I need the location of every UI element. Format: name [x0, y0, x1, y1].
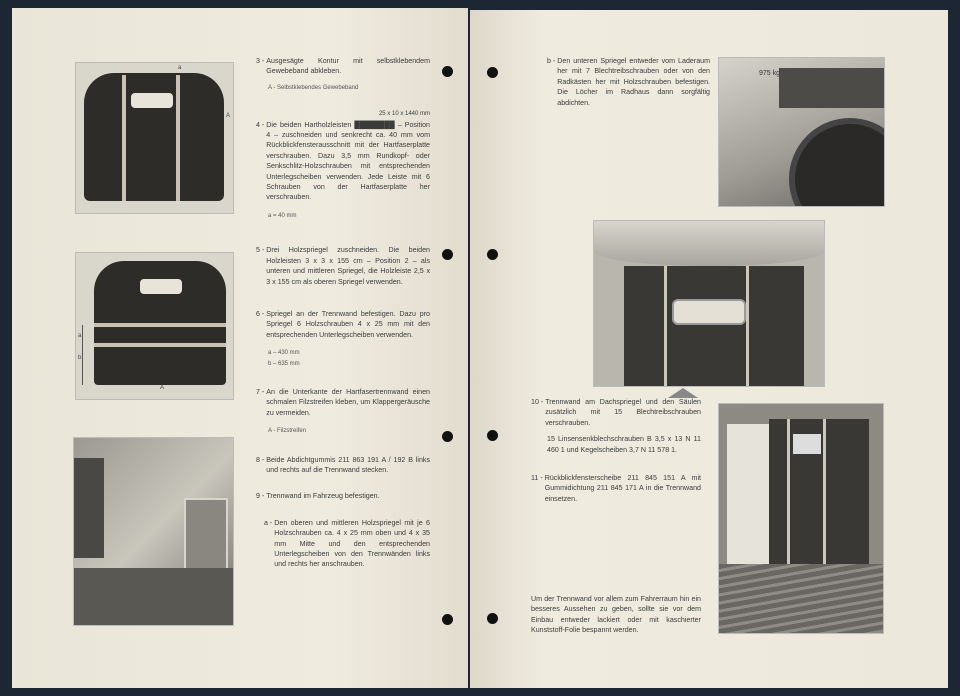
left-instructions: [256, 56, 430, 570]
binder-hole: [442, 614, 453, 625]
step-9: 9 - Trennwand im Fahrzeug befestigen.: [256, 492, 380, 501]
figure-partition-with-braces: [75, 252, 234, 400]
step-9a: a - Den oberen und mittleren Holzspriegel mit je 6 Holzschrauben ca. 4 x 25 mm oben und 4 x 35 mm Mitte und den entsprechenden Unterlegscheiben von den Trennwänden links und rechts her anschrauben.: [264, 518, 430, 569]
closing-paragraph: Um der Trennwand vor allem zum Fahrerraum hin ein besseres Aussehen zu geben, sollte sie vor dem Einbau entweder lackiert oder mit kaschierter Kunststoff-Folie bespannt werden.: [531, 595, 701, 635]
right-instructions-b: [547, 56, 710, 108]
figure-label: A: [160, 385, 165, 391]
step-11: 11 - Rückblickfensterscheibe 211 845 151 A mit Gummidichtung 211 845 171 A in die Trennwand einsetzen.: [531, 474, 701, 503]
step-note: A - Selbstklebendes Gewebeband: [268, 84, 359, 91]
figure-partition-panel-strips: [75, 62, 234, 214]
step-3: 3 - Ausgesägte Kontur mit selbstklebendem Gewebeband abkleben.: [256, 57, 430, 76]
photo-van-interior-installation: [73, 437, 234, 626]
figure-label: a: [178, 65, 182, 71]
step-6: 6 - Spriegel an der Trennwand befestigen. Dazu pro Spriegel 6 Holzschrauben 4 x 25 mm mit den entsprechenden Unterlegscheiben verwenden.: [256, 309, 430, 339]
step-note: a = 40 mm: [268, 212, 297, 219]
binder-hole: [442, 431, 453, 442]
step-9b: b - Den unteren Spriegel entweder vom Laderaum her mit 7 Blechtreibschrauben oder von den Radkästen her mit Holzschrauben befestigen. Die Löcher im Radhaus dann sorgfältig abdichten.: [547, 57, 710, 107]
figure-label: A: [226, 113, 231, 119]
dimension-label: 25 x 10 x 1440 mm: [378, 111, 430, 118]
step-note: a – 430 mm: [268, 350, 300, 357]
step-10: 10 - Trennwand am Dachspriegel und den Säulen zusätzlich mit 15 Blechtreibschrauben verschrauben.: [531, 398, 701, 427]
step-note: A - Filzstreifen: [268, 428, 307, 435]
binder-hole: [487, 67, 498, 78]
figure-label: a: [78, 333, 82, 339]
step-note: 15 Linsensenkblechschrauben B 3,5 x 13 N 11 460 1 und Kegelscheiben 3,7 N 11 578 1.: [547, 435, 701, 454]
figure-label: b: [78, 355, 82, 361]
photo-installed-partition-rear: [593, 220, 825, 387]
step-8: 8 - Beide Abdichtgummis 211 863 191 A / 192 B links und rechts auf die Trennwand stecken.: [256, 455, 430, 474]
right-instructions: [531, 397, 701, 504]
step-4: 4 - Die beiden Hartholzleisten ████████ – Position 4 – zuschneiden und senkrecht ca. 40 mm vom Rückblickfensterausschnitt mit der Hartfaserplatte verschrauben. Dazu 3,5 mm Rundkopf- oder Senkschlitz-Holzschrauben mit entsprechenden Unterlegscheiben verwenden. Jede Leiste mit 6 Schrauben von der Hartfaserplatte her verschrauben.: [256, 120, 430, 202]
step-7: 7 - An die Unterkante der Hartfasertrennwand einen schmalen Filzstreifen kleben, um Klappergeräusche zu vermeiden.: [256, 387, 430, 417]
binder-hole: [442, 249, 453, 260]
binder-hole: [487, 249, 498, 260]
binder-hole: [487, 613, 498, 624]
step-5: 5 - Drei Holzspriegel zuschneiden. Die beiden Holzleisten 3 x 3 x 155 cm – Position 2 – als unteren und mittleren Spriegel, die Holzleiste 2,5 x 3 x 155 cm als oberen Spriegel verwenden.: [256, 246, 430, 286]
photo-label: 975 kg: [759, 70, 781, 77]
binder-hole: [442, 66, 453, 77]
step-note: b – 635 mm: [268, 360, 300, 367]
binder-hole: [487, 430, 498, 441]
photo-wheel-arch: [718, 57, 885, 207]
photo-installed-partition-side: [718, 403, 884, 634]
